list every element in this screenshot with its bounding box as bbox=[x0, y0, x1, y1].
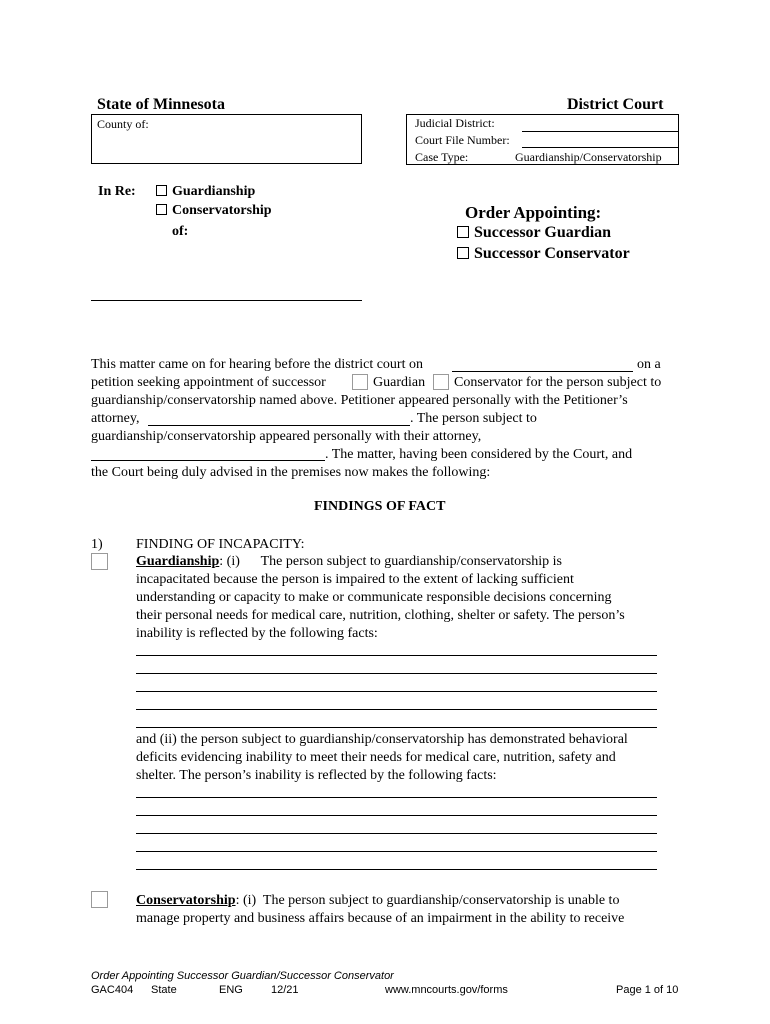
conservatorship-finding-first-line bbox=[136, 892, 619, 910]
finding-number: 1) bbox=[91, 537, 103, 552]
conservatorship-finding-label: Conservatorship bbox=[136, 893, 236, 908]
footer-language: ENG bbox=[219, 984, 243, 996]
intro-line-6b: . The matter, having been considered by the Court, and bbox=[325, 447, 633, 462]
guardianship-finding-first-line bbox=[136, 553, 562, 571]
intro-guardian-checkbox[interactable] bbox=[352, 374, 368, 390]
guardianship-finding-line: incapacitated because the person is impaired to the extent of lacking sufficient bbox=[136, 572, 574, 587]
findings-heading: FINDINGS OF FACT bbox=[314, 499, 446, 514]
intro-line-4b: . The person subject to bbox=[410, 411, 537, 426]
in-re-conservatorship-option[interactable] bbox=[156, 203, 272, 219]
guardianship-finding-label: Guardianship bbox=[136, 554, 220, 569]
conservatorship-option-label: Conservatorship bbox=[172, 203, 272, 218]
facts-line[interactable] bbox=[136, 815, 657, 816]
facts-line[interactable] bbox=[136, 709, 657, 710]
intro-line-7: the Court being duly advised in the premises now makes the following: bbox=[91, 465, 491, 480]
in-re-guardianship-option[interactable] bbox=[156, 184, 255, 200]
successor-conservator-option[interactable] bbox=[457, 245, 630, 263]
successor-guardian-label: Successor Guardian bbox=[474, 224, 612, 241]
facts-line[interactable] bbox=[136, 691, 657, 692]
court-file-number-field[interactable] bbox=[522, 147, 678, 148]
county-label: County of: bbox=[97, 117, 149, 131]
case-type-label: Case Type: bbox=[415, 150, 469, 164]
court-file-number-label: Court File Number: bbox=[415, 133, 510, 147]
court-title: District Court bbox=[567, 96, 664, 113]
guardianship-finding-line: understanding or capacity to make or communicate responsible decisions concerning bbox=[136, 590, 612, 605]
footer-url[interactable]: www.mncourts.gov/forms bbox=[385, 984, 508, 996]
county-box[interactable] bbox=[91, 114, 362, 164]
guardianship-finding-line: their personal needs for medical care, nutrition, clothing, shelter or safety. The person’s bbox=[136, 608, 625, 623]
guardianship-checkbox[interactable] bbox=[156, 185, 167, 196]
intro-conservator-checkbox[interactable] bbox=[433, 374, 449, 390]
finding-title: FINDING OF INCAPACITY: bbox=[136, 537, 305, 552]
behavioral-deficit-line: deficits evidencing inability to meet their needs for medical care, nutrition, safety and bbox=[136, 750, 616, 765]
intro-line-1a: This matter came on for hearing before the district court on bbox=[91, 357, 423, 372]
successor-guardian-checkbox[interactable] bbox=[457, 226, 469, 238]
footer-date: 12/21 bbox=[271, 984, 299, 996]
intro-line-2a: petition seeking appointment of successor bbox=[91, 375, 326, 390]
facts-line[interactable] bbox=[136, 869, 657, 870]
intro-line-5: guardianship/conservatorship appeared personally with their attorney, bbox=[91, 429, 482, 444]
facts-line[interactable] bbox=[136, 673, 657, 674]
behavioral-deficit-line: and (ii) the person subject to guardianship/conservatorship has demonstrated behavioral bbox=[136, 732, 628, 747]
intro-line-2b: Guardian bbox=[373, 375, 426, 390]
facts-line[interactable] bbox=[136, 833, 657, 834]
court-info-box bbox=[406, 114, 679, 165]
guardianship-finding-text: : (i) The person subject to guardianship/conservatorship is bbox=[219, 554, 562, 569]
intro-line-3: guardianship/conservatorship named above. Petitioner appeared personally with the Petitioner’s bbox=[91, 393, 628, 408]
facts-line[interactable] bbox=[136, 655, 657, 656]
behavioral-deficit-line: shelter. The person’s inability is reflected by the following facts: bbox=[136, 768, 497, 783]
in-re-of-label: of: bbox=[172, 224, 189, 239]
footer-state: State bbox=[151, 984, 177, 996]
intro-line-2c: Conservator for the person subject to bbox=[454, 375, 662, 390]
hearing-date-field[interactable] bbox=[452, 371, 633, 372]
intro-line-1b: on a bbox=[637, 357, 661, 372]
state-title: State of Minnesota bbox=[97, 96, 225, 113]
conservatorship-finding-text: : (i) The person subject to guardianship/conservatorship is unable to bbox=[235, 893, 620, 908]
footer-title: Order Appointing Successor Guardian/Successor Conservator bbox=[91, 970, 394, 982]
order-title: Order Appointing: bbox=[465, 203, 602, 222]
guardianship-option-label: Guardianship bbox=[172, 184, 256, 199]
guardianship-finding-line: inability is reflected by the following facts: bbox=[136, 626, 378, 641]
guardianship-finding-checkbox[interactable] bbox=[91, 553, 108, 570]
footer-form-code: GAC404 bbox=[91, 984, 134, 996]
facts-line[interactable] bbox=[136, 797, 657, 798]
conservatorship-finding-checkbox[interactable] bbox=[91, 891, 108, 908]
conservatorship-checkbox[interactable] bbox=[156, 204, 167, 215]
in-re-label: In Re: bbox=[98, 184, 136, 199]
facts-line[interactable] bbox=[136, 851, 657, 852]
case-type-value: Guardianship/Conservatorship bbox=[515, 150, 662, 164]
intro-line-4a: attorney, bbox=[91, 411, 140, 426]
facts-line[interactable] bbox=[136, 727, 657, 728]
respondent-attorney-field[interactable] bbox=[91, 460, 325, 461]
person-name-field[interactable] bbox=[91, 300, 362, 301]
successor-guardian-option[interactable] bbox=[457, 224, 611, 242]
conservatorship-finding-line: manage property and business affairs because of an impairment in the ability to receive bbox=[136, 911, 625, 926]
judicial-district-field[interactable] bbox=[522, 131, 678, 132]
judicial-district-label: Judicial District: bbox=[415, 116, 495, 130]
successor-conservator-label: Successor Conservator bbox=[474, 245, 630, 262]
petitioner-attorney-field[interactable] bbox=[148, 425, 410, 426]
footer-page-number: Page 1 of 10 bbox=[616, 984, 679, 996]
successor-conservator-checkbox[interactable] bbox=[457, 247, 469, 259]
